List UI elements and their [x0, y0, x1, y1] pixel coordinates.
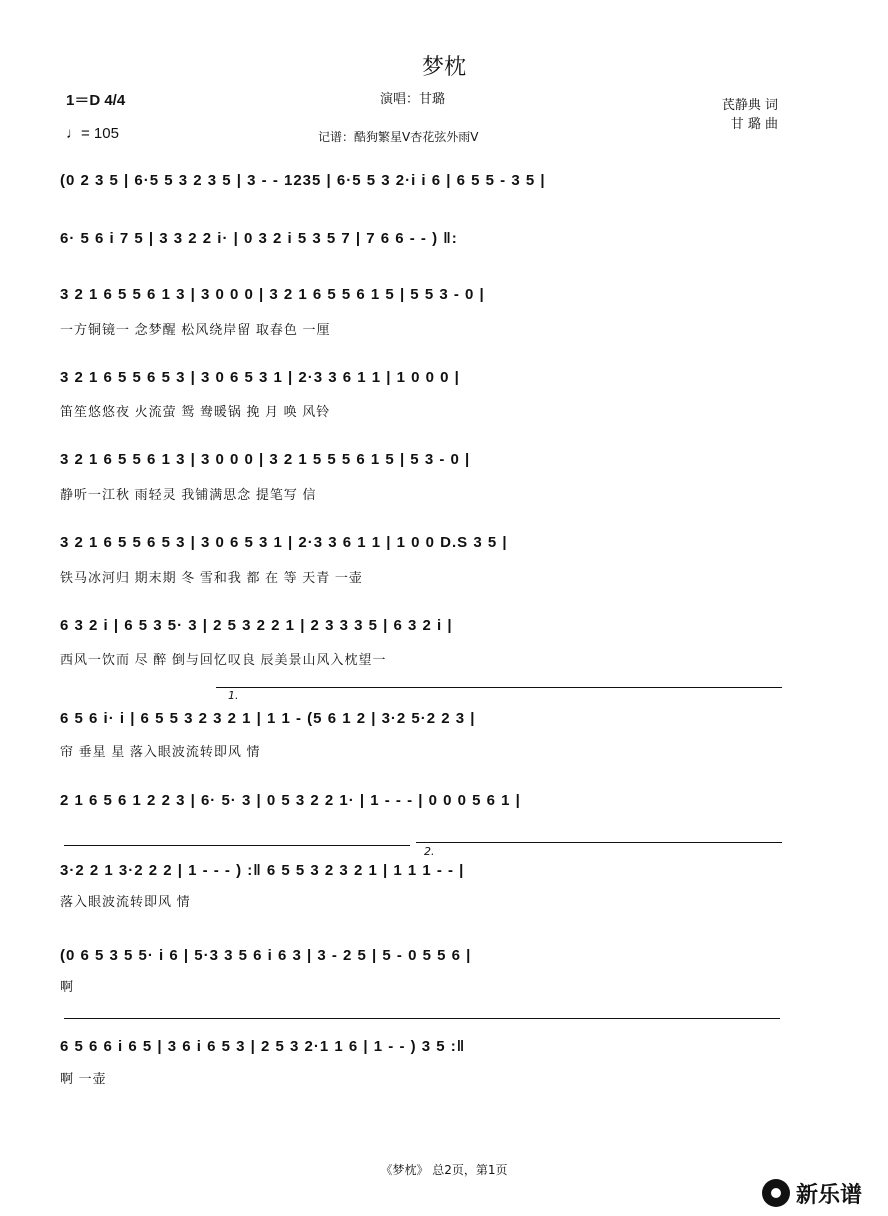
lyric-line-5: 静听一江秋 雨轻灵 我铺满思念 提笔写 信: [60, 487, 317, 502]
second-ending-bracket: [416, 842, 782, 843]
lyric-line-11: 啊: [60, 979, 75, 994]
score-line-4: 3 2 1 6 5 5 6 5 3 | 3 0 6 5 3 1 | 2·3 3 6 1 1 | 1 0 0 0 |: [60, 369, 460, 386]
lyric-line-10: 落入眼波流转即风 情: [60, 894, 191, 909]
score-line-9: 2 1 6 5 6 1 2 2 3 | 6· 5· 3 | 0 5 3 2 2 1· | 1 - - - | 0 0 0 5 6 1 |: [60, 792, 521, 809]
second-ending-number: 2.: [424, 845, 435, 858]
tempo-marking: ♩= 105: [66, 125, 119, 142]
vinyl-record-icon: [762, 1179, 790, 1207]
singer-credit: 演唱：甘璐: [380, 92, 446, 107]
lyric-line-6: 铁马冰河归 期末期 冬 雪和我 都 在 等 天青 一壶: [60, 570, 363, 585]
score-line-5: 3 2 1 6 5 5 6 1 3 | 3 0 0 0 | 3 2 1 5 5 5 6 1 5 | 5 3 - 0 |: [60, 451, 471, 468]
final-line-bracket: [64, 1018, 780, 1019]
lyric-line-4: 笛笙悠悠夜 火流萤 鸳 鸯暖锅 挽 月 唤 风铃: [60, 404, 331, 419]
score-line-7: 6 3 2 i | 6 5 3 5· 3 | 2 5 3 2 2 1 | 2 3 3 3 5 | 6 3 2 i |: [60, 617, 453, 634]
brand-logo: [762, 1176, 878, 1210]
score-line-11: (0 6 5 3 5 5· i 6 | 5·3 3 5 6 i 6 3 | 3 - 2 5 | 5 - 0 5 5 6 |: [60, 947, 472, 964]
brand-name: 新乐谱: [796, 1182, 863, 1208]
score-line-8: 6 5 6 i· i | 6 5 5 3 2 3 2 1 | 1 1 - (5 6 1 2 | 3·2 5·2 2 3 |: [60, 710, 476, 727]
transcriber-credit: 记谱：酷狗繁星V杏花弦外雨V: [318, 130, 479, 144]
lyric-line-3: 一方铜镜一 念梦醒 松风绕岸留 取春色 一厘: [60, 322, 331, 337]
lyric-line-8: 帘 垂星 星 落入眼波流转即风 情: [60, 744, 261, 759]
lyric-line-12: 啊 一壶: [60, 1071, 107, 1086]
first-ending-number: 1.: [228, 689, 239, 702]
score-line-12: 6 5 6 6 i 6 5 | 3 6 i 6 5 3 | 2 5 3 2·1 1 6 | 1 - - ) 3 5 :‖: [60, 1038, 466, 1055]
score-line-6: 3 2 1 6 5 5 6 5 3 | 3 0 6 5 3 1 | 2·3 3 6 1 1 | 1 0 0 D.S 3 5 |: [60, 534, 508, 551]
continuation-bracket: [64, 845, 410, 846]
first-ending-bracket: [216, 687, 782, 688]
lyricist-credit: 芪静典 词: [721, 98, 778, 113]
key-signature: 1＝D 4/4: [66, 92, 126, 109]
score-line-1: (0 2 3 5 | 6·5 5 3 2 3 5 | 3 - - 1235 | 6·5 5 3 2·i i 6 | 6 5 5 - 3 5 |: [60, 172, 546, 189]
score-line-10: 3·2 2 1 3·2 2 2 | 1 - - - ) :‖ 6 5 5 3 2 3 2 1 | 1 1 1 - - |: [60, 862, 465, 879]
score-line-3: 3 2 1 6 5 5 6 1 3 | 3 0 0 0 | 3 2 1 6 5 5 6 1 5 | 5 5 3 - 0 |: [60, 286, 485, 303]
composer-credit: 甘 璐 曲: [730, 117, 778, 132]
page-footer: 《梦枕》 总2页，第1页: [380, 1163, 508, 1177]
score-line-2: 6· 5 6 i 7 5 | 3 3 2 2 i· | 0 3 2 i 5 3 5 7 | 7 6 6 - - ) ‖:: [60, 230, 458, 247]
lyric-line-7: 西风一饮而 尽 醉 倒与回忆叹良 辰美景山风入枕望一: [60, 652, 387, 667]
song-title: 梦枕: [421, 55, 466, 80]
